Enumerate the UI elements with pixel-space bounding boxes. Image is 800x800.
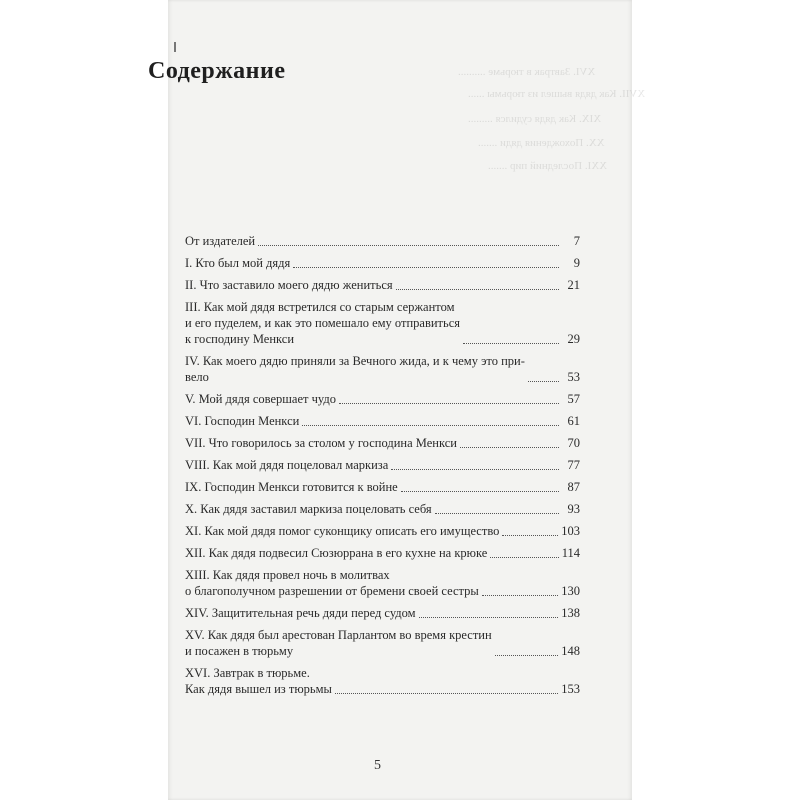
toc-entry-line: к господину Менкси <box>185 332 295 346</box>
toc-entry-line: X. Как дядя заставил маркиза поцеловать себя <box>185 502 432 516</box>
toc-page-number: 138 <box>561 606 580 620</box>
toc-entry-title <box>185 567 479 599</box>
toc-page-number: 61 <box>567 414 580 428</box>
toc-entry <box>185 435 580 451</box>
show-through-text: XVI. Завтрак в тюрьме .......... <box>458 66 596 78</box>
dot-leader <box>293 267 559 268</box>
toc-entry-title <box>185 545 487 561</box>
toc-entry <box>185 627 580 659</box>
toc-entry-line: XIII. Как дядя провел ночь в молитвах <box>185 568 390 582</box>
toc-entry <box>185 391 580 407</box>
toc-entry-title <box>185 299 460 347</box>
toc-entry-title <box>185 457 388 473</box>
show-through-text: XIX. Как дядя судился ......... <box>468 113 602 125</box>
toc-entry-line: VII. Что говорилось за столом у господина Менкси <box>185 436 457 450</box>
dot-leader <box>396 289 559 290</box>
dot-leader <box>490 557 558 558</box>
toc-entry <box>185 567 580 599</box>
toc-page-number: 93 <box>567 502 580 516</box>
toc-entry-line: От издателей <box>185 234 256 248</box>
toc-page-number: 9 <box>573 256 580 270</box>
toc-entry-title <box>185 605 416 621</box>
table-of-contents <box>185 233 580 703</box>
dot-leader <box>335 693 558 694</box>
toc-page-number: 57 <box>567 392 580 406</box>
toc-entry <box>185 665 580 697</box>
dot-leader <box>302 425 559 426</box>
dot-leader <box>463 343 559 344</box>
toc-entry-line: VIII. Как мой дядя поцеловал маркиза <box>185 458 389 472</box>
toc-entry <box>185 413 580 429</box>
dot-leader <box>401 491 559 492</box>
toc-entry-line: III. Как мой дядя встретился со старым сержантом <box>185 300 455 314</box>
toc-entry-title <box>185 523 499 539</box>
dot-leader <box>339 403 559 404</box>
dot-leader <box>482 595 558 596</box>
toc-entry-title <box>185 391 336 407</box>
toc-entry-line: Как дядя вышел из тюрьмы <box>185 682 332 696</box>
page-title: Содержание <box>148 58 286 84</box>
toc-entry <box>185 605 580 621</box>
show-through-text: XXI. Последний пир ....... <box>488 160 608 172</box>
toc-entry <box>185 479 580 495</box>
toc-entry-title <box>185 665 332 697</box>
toc-entry-line: XV. Как дядя был арестован Парлантом во время крестин <box>185 628 492 642</box>
show-through-text: XVII. Как дядя вышел из тюрьмы ...... <box>468 88 646 100</box>
toc-entry <box>185 545 580 561</box>
toc-entry <box>185 299 580 347</box>
toc-entry-title <box>185 501 432 517</box>
toc-entry-line: XIV. Защитительная речь дяди перед судом <box>185 606 416 620</box>
toc-entry-line: и посажен в тюрьму <box>185 644 294 658</box>
dot-leader <box>528 381 559 382</box>
page-number: 5 <box>374 758 381 773</box>
toc-entry-title <box>185 353 525 385</box>
toc-page-number: 21 <box>567 278 580 292</box>
toc-entry-title <box>185 435 457 451</box>
toc-entry-title <box>185 479 398 495</box>
dot-leader <box>258 245 559 246</box>
toc-entry-line: XII. Как дядя подвесил Сюзюррана в его кухне на крюке <box>185 546 488 560</box>
margin-mark <box>174 42 176 52</box>
toc-page-number: 77 <box>567 458 580 472</box>
toc-entry-title <box>185 233 255 249</box>
toc-entry <box>185 457 580 473</box>
toc-entry-title <box>185 255 290 271</box>
toc-entry <box>185 353 580 385</box>
toc-page-number: 7 <box>573 234 580 248</box>
toc-page-number: 103 <box>561 524 580 538</box>
dot-leader <box>460 447 559 448</box>
toc-entry-line: II. Что заставило моего дядю жениться <box>185 278 393 292</box>
toc-page-number: 148 <box>561 644 580 658</box>
toc-entry <box>185 277 580 293</box>
toc-entry-line: XVI. Завтрак в тюрьме. <box>185 666 310 680</box>
toc-entry <box>185 255 580 271</box>
toc-entry-title <box>185 413 299 429</box>
toc-entry-line: IV. Как моего дядю приняли за Вечного жида, и к чему это при- <box>185 354 525 368</box>
toc-entry-title <box>185 277 393 293</box>
toc-page-number: 130 <box>561 584 580 598</box>
dot-leader <box>391 469 559 470</box>
show-through-text: XX. Похождения дяди ....... <box>478 137 605 149</box>
toc-entry-line: VI. Господин Менкси <box>185 414 300 428</box>
toc-page-number: 29 <box>567 332 580 346</box>
toc-entry-line: I. Кто был мой дядя <box>185 256 291 270</box>
toc-entry-line: V. Мой дядя совершает чудо <box>185 392 336 406</box>
toc-entry-line: вело <box>185 370 209 384</box>
dot-leader <box>419 617 559 618</box>
toc-entry-line: XI. Как мой дядя помог суконщику описать его имущество <box>185 524 500 538</box>
toc-entry-line: IX. Господин Менкси готовится к войне <box>185 480 398 494</box>
toc-entry <box>185 523 580 539</box>
toc-entry-line: о благополучном разрешении от бремени своей сестры <box>185 584 479 598</box>
toc-page-number: 53 <box>567 370 580 384</box>
toc-entry <box>185 501 580 517</box>
toc-entry-title <box>185 627 492 659</box>
toc-page-number: 114 <box>561 546 580 560</box>
dot-leader <box>495 655 559 656</box>
toc-page-number: 153 <box>561 682 580 696</box>
toc-page-number: 87 <box>567 480 580 494</box>
toc-entry-line: и его пуделем, и как это помешало ему отправиться <box>185 316 461 330</box>
toc-page-number: 70 <box>567 436 580 450</box>
toc-entry <box>185 233 580 249</box>
dot-leader <box>502 535 558 536</box>
dot-leader <box>435 513 559 514</box>
